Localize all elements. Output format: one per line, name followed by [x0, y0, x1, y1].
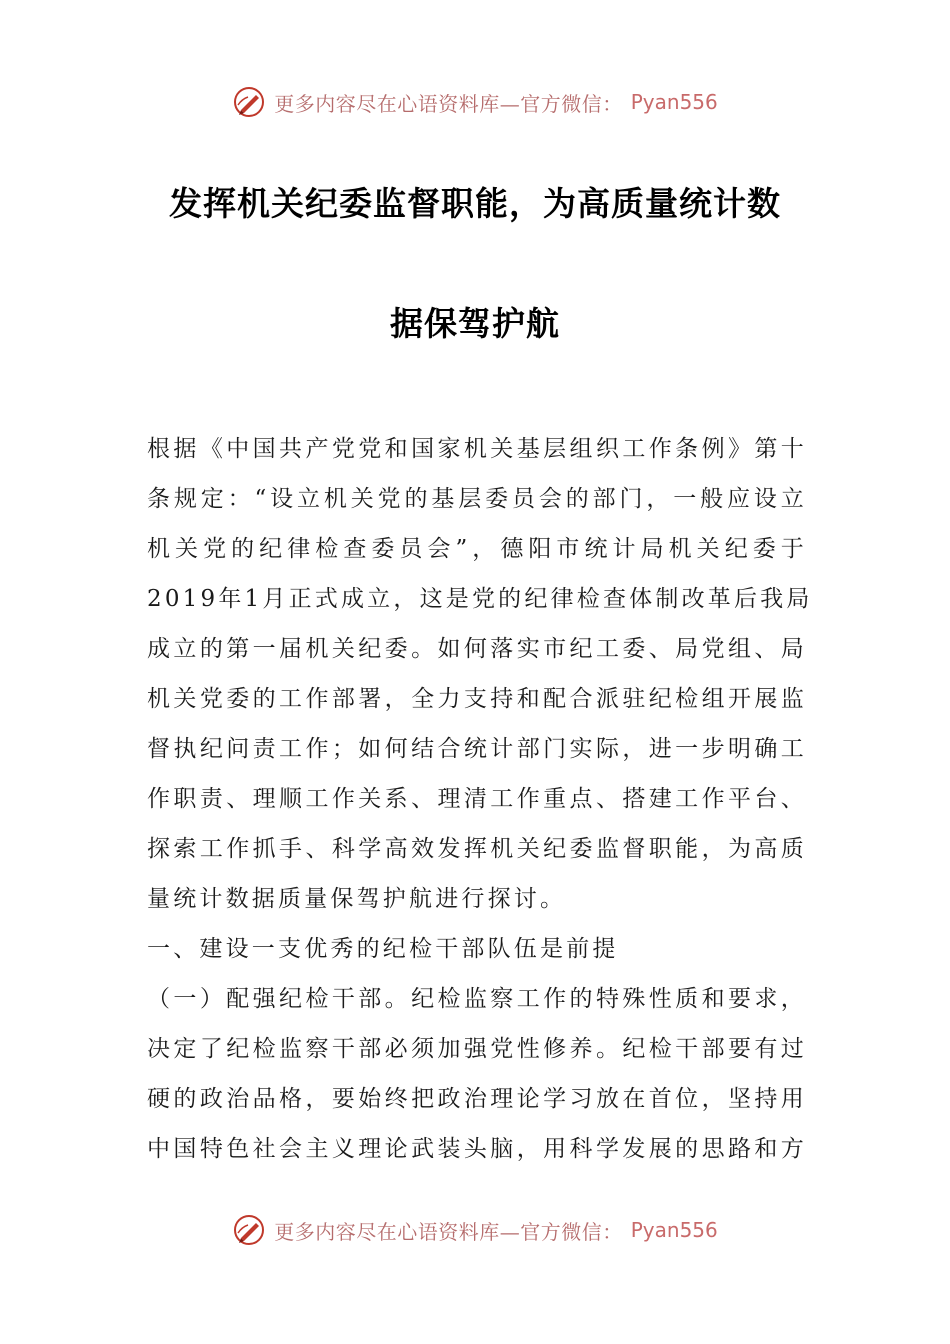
section-heading: 一、建设一支优秀的纪检干部队伍是前提 [147, 936, 619, 962]
pen-logo-icon [232, 85, 266, 119]
pen-logo-icon [232, 1213, 266, 1247]
document-title-line-1: 发挥机关纪委监督职能，为高质量统计数 [169, 184, 781, 223]
watermark-banner-top [0, 82, 950, 122]
body-line: 决定了纪检监察干部必须加强党性修养。纪检干部要有过 [147, 1036, 807, 1062]
body-line: 探索工作抓手、科学高效发挥机关纪委监督职能，为高质 [147, 836, 807, 862]
body-line: 根据《中国共产党党和国家机关基层组织工作条例》第十 [147, 436, 807, 462]
watermark-wechat-id: Pyan556 [630, 1218, 718, 1242]
body-line: 中国特色社会主义理论武装头脑，用科学发展的思路和方 [147, 1136, 807, 1162]
body-line: 机关党委的工作部署，全力支持和配合派驻纪检组开展监 [147, 686, 807, 712]
body-line: 2019年1月正式成立，这是党的纪律检查体制改革后我局 [147, 586, 813, 612]
watermark-wechat-id: Pyan556 [630, 90, 718, 114]
body-line: 硬的政治品格，要始终把政治理论学习放在首位，坚持用 [147, 1086, 807, 1112]
watermark-banner-bottom [0, 1210, 950, 1250]
watermark-text: 更多内容尽在心语资料库—官方微信： [274, 91, 623, 116]
body-line: 督执纪问责工作；如何结合统计部门实际，进一步明确工 [147, 736, 807, 762]
document-title-line-2: 据保驾护航 [390, 304, 560, 343]
body-line: 成立的第一届机关纪委。如何落实市纪工委、局党组、局 [147, 636, 807, 662]
body-line: 作职责、理顺工作关系、理清工作重点、搭建工作平台、 [147, 786, 807, 812]
body-line: 机关党的纪律检查委员会”，德阳市统计局机关纪委于 [147, 536, 807, 562]
body-line: （一）配强纪检干部。纪检监察工作的特殊性质和要求， [147, 986, 807, 1012]
watermark-text: 更多内容尽在心语资料库—官方微信： [274, 1219, 623, 1244]
body-line: 量统计数据质量保驾护航进行探讨。 [147, 886, 567, 912]
body-line: 条规定：“设立机关党的基层委员会的部门，一般应设立 [147, 486, 807, 512]
document-body [147, 432, 813, 1182]
